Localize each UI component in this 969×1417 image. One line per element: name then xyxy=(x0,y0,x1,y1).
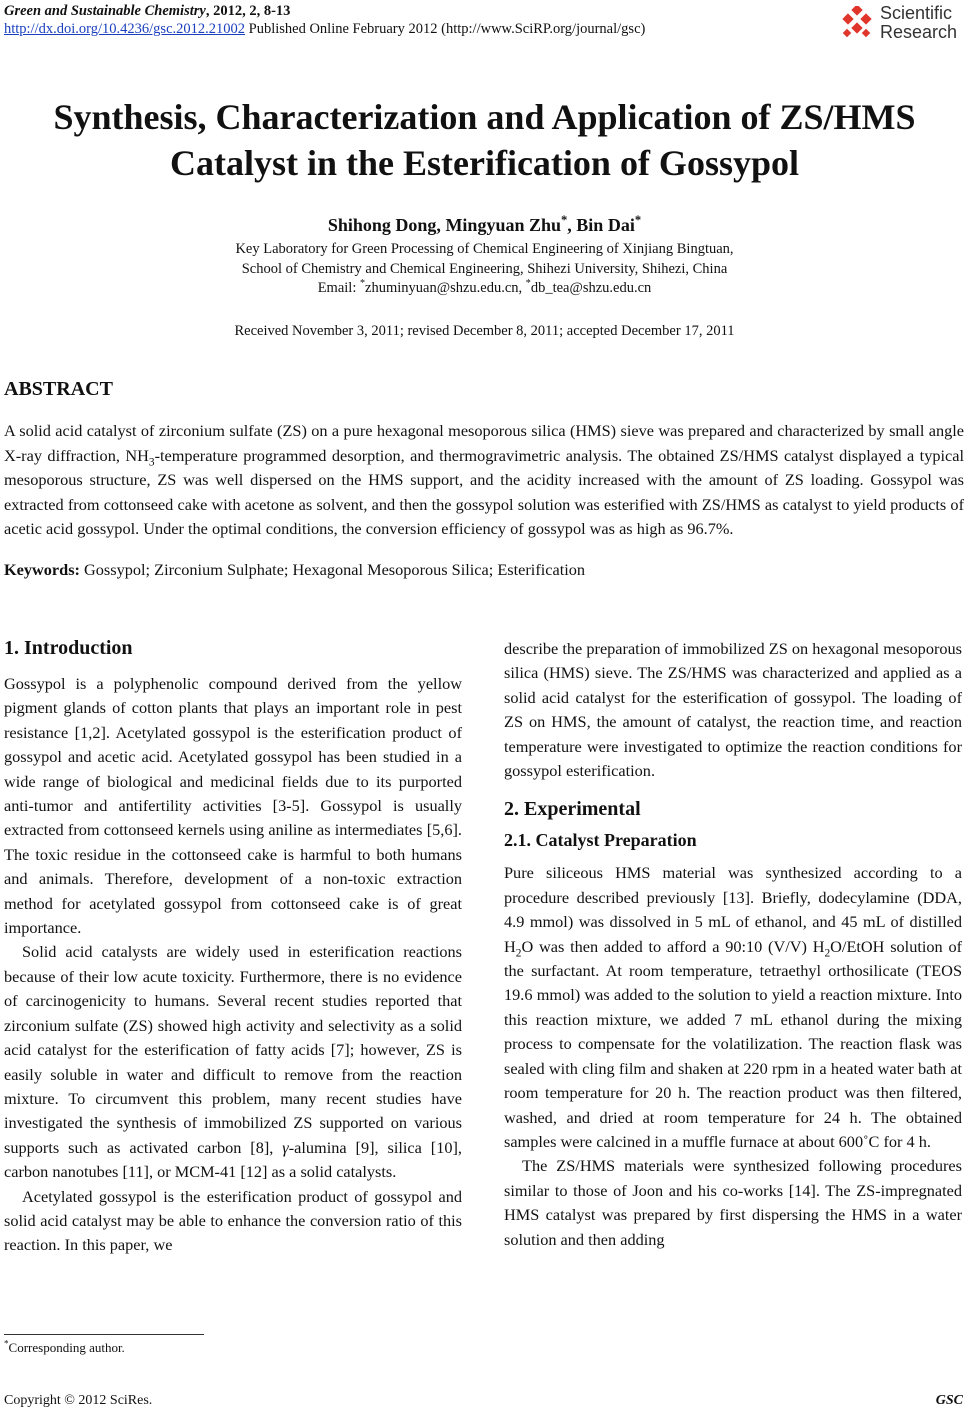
right-column xyxy=(504,637,962,1252)
intro-paragraph-2 xyxy=(4,940,462,1184)
abstract-text xyxy=(4,419,964,542)
intro-heading: 1. Introduction xyxy=(4,637,133,659)
author-separator: , xyxy=(567,215,577,235)
volume-info: , 2012, 2, 8-13 xyxy=(205,3,291,19)
keywords xyxy=(4,558,964,582)
intro-paragraph-1: Gossypol is a polyphenolic compound derived from the yellow pigment glands of cotton plants that plays an important role in pest resistance [1,2]. Acetylated gossypol is the esterification product of gossypol and acetic acid. Acetylated gossypol has been studied in a wide range of biological and medicinal fields due to its purported anti-tumor and antifertility activities [3-5]. Gossypol is usually extracted from cottonseed kernels using aniline as intermediates [5,6]. The toxic residue in the cottonseed cake is harmful to both humans and animals. Therefore, development of a non-toxic extraction method for acetylated gossypol from cottonseed cake is of great importance. xyxy=(4,674,462,938)
journal-name: Green and Sustainable Chemistry xyxy=(4,3,206,19)
footnote-text: Corresponding author. xyxy=(8,1340,125,1355)
intro-paragraph-3-continued: describe the preparation of immobilized ZS on hexagonal mesoporous silica (HMS) sieve. The ZS/HMS was characterized and applied as a solid acid catalyst for the esterification of gossypol. The loading of ZS on HMS, the amount of catalyst, the reaction time, and reaction temperature were investigated to optimize the reaction conditions for gossypol esterification. xyxy=(504,639,962,781)
experimental-paragraph-2: The ZS/HMS materials were synthesized following procedures similar to those of Joon and his co-works [14]. The ZS-impregnated HMS catalyst was prepared by first dispersing the HMS in a water solution and then adding xyxy=(504,1156,962,1249)
exp-subscript-2: 2 xyxy=(824,946,831,959)
author-2: Mingyuan Zhu xyxy=(445,215,561,235)
keywords-label: Keywords: xyxy=(4,560,80,579)
keywords-text: Gossypol; Zirconium Sulphate; Hexagonal Mesoporous Silica; Esterification xyxy=(79,560,586,579)
author-2-mark: * xyxy=(561,213,568,227)
experimental-heading: 2. Experimental xyxy=(504,798,641,821)
exp-p1-part-a: Pure siliceous HMS material was synthesized according to a procedure described previously [13]. Briefly, dodecylamine (DDA, 4.9 mmol) was dissolved in 5 mL of ethanol, and 45 mL of distilled H xyxy=(504,863,962,956)
email-1[interactable]: zhuminyuan@shzu.edu.cn, xyxy=(365,280,526,296)
intro-p2-part-b: -alumina [9], silica [10], carbon nanotubes [11], or MCM-41 [12] as a solid catalysts. xyxy=(4,1137,462,1182)
experimental-paragraph-1 xyxy=(504,861,962,1154)
email-mark-1: * xyxy=(359,278,366,290)
received-dates: Received November 3, 2011; revised December 8, 2011; accepted December 17, 2011 xyxy=(234,323,735,339)
author-list xyxy=(0,214,969,236)
abstract-part-b: -temperature programmed desorption, and thermogravimetric analysis. The obtained ZS/HMS catalyst displayed a typical mesoporous structure, ZS was well dispersed on the HMS support, and the acidity increased with the amount of ZS loading. Gossypol was extracted from cottonseed cake with acetone as solvent, and then the gossypol solution was esterified with ZS/HMS as catalyst to yield products of acetic acid gossypol. Under the optimal conditions, the conversion efficiency of gossypol was as high as 96.7%. xyxy=(4,445,964,539)
intro-p2-part-a: Solid acid catalysts are widely used in esterification reactions because of their low acute toxicity. Furthermore, there is no evidence of carcinogenicity to humans. Several recent studies reported that zirconium sulfate (ZS) showed high activity and selectivity as a solid acid catalyst for the esterification of fatty acids [7]; however, ZS is easily soluble in water and difficult to remove from the reaction mixture. To circumvent this problem, many recent studies have investigated the synthesis of immobilized ZS supported on various supports such as activated carbon [8], xyxy=(4,942,462,1157)
affiliation-line-1: Key Laboratory for Green Processing of Chemical Engineering of Xinjiang Bingtuan, xyxy=(235,241,734,257)
abstract-heading: ABSTRACT xyxy=(4,378,113,400)
footnote-mark: * xyxy=(4,1338,9,1349)
publisher-logo xyxy=(840,4,965,44)
exp-subscript-1: 2 xyxy=(515,946,522,959)
affiliation-line-2: School of Chemistry and Chemical Engineering, Shihezi University, Shihezi, China xyxy=(241,260,728,277)
email-mark-2: * xyxy=(525,278,531,290)
abstract-part-a: A solid acid catalyst of zirconium sulfate (ZS) on a pure hexagonal mesoporous silica (HMS) sieve was prepared and characterized by small angle X-ray diffraction, NH xyxy=(4,421,964,465)
catalyst-preparation-heading: 2.1. Catalyst Preparation xyxy=(504,830,697,851)
copyright: Copyright © 2012 SciRes. xyxy=(4,1393,153,1408)
logo-line-1: Scientific xyxy=(880,3,953,23)
doi-link[interactable]: http://dx.doi.org/10.4236/gsc.2012.21002 xyxy=(4,21,245,37)
author-3-mark: * xyxy=(634,213,642,227)
paper-title xyxy=(0,94,969,186)
email-2[interactable]: db_tea@shzu.edu.cn xyxy=(530,280,652,296)
publication-info: Published Online February 2012 (http://www.SciRP.org/journal/gsc) xyxy=(245,21,646,37)
abstract-subscript: 3 xyxy=(148,455,155,468)
logo-line-2: Research xyxy=(880,22,958,42)
author-3: Bin Dai xyxy=(576,215,635,235)
gamma-symbol: γ xyxy=(282,1137,289,1157)
intro-paragraph-3: Acetylated gossypol is the esterification product of gossypol and solid acid catalyst may be able to enhance the conversion ratio of this reaction. In this paper, we xyxy=(4,1186,462,1255)
running-header xyxy=(4,2,804,38)
left-column xyxy=(4,636,462,1258)
footnote xyxy=(4,1340,125,1356)
exp-p1-part-c: O/EtOH solution of the surfactant. At room temperature, tetraethyl orthosilicate (TEOS 19.6 mmol) was added to the solution to yield a reaction mixture. Into this reaction mixture, we added 7 mL ethanol during the mixing process to compensate for the volatilization. The reaction flask was sealed with cling film and shaken at 220 rpm in a heated water bath at room temperature for 20 h. The reaction product was then filtered, washed, and dried at room temperature for 24 h. The obtained samples were calcined in a muffle furnace at about 600˚C for 4 h. xyxy=(504,936,963,1151)
journal-abbreviation: GSC xyxy=(935,1393,963,1408)
email-prefix: Email: xyxy=(317,280,360,296)
title-line-2: Catalyst in the Esterification of Gossypol xyxy=(170,143,799,183)
exp-p1-part-b: O was then added to afford a 90:10 (V/V) H xyxy=(521,936,825,956)
footnote-rule xyxy=(4,1334,204,1335)
affiliation xyxy=(0,240,969,299)
email-line xyxy=(0,279,969,299)
scientific-research-logo-icon xyxy=(840,6,874,40)
author-1: Shihong Dong, xyxy=(327,215,446,235)
title-line-1: Synthesis, Characterization and Application of ZS/HMS xyxy=(53,97,916,137)
